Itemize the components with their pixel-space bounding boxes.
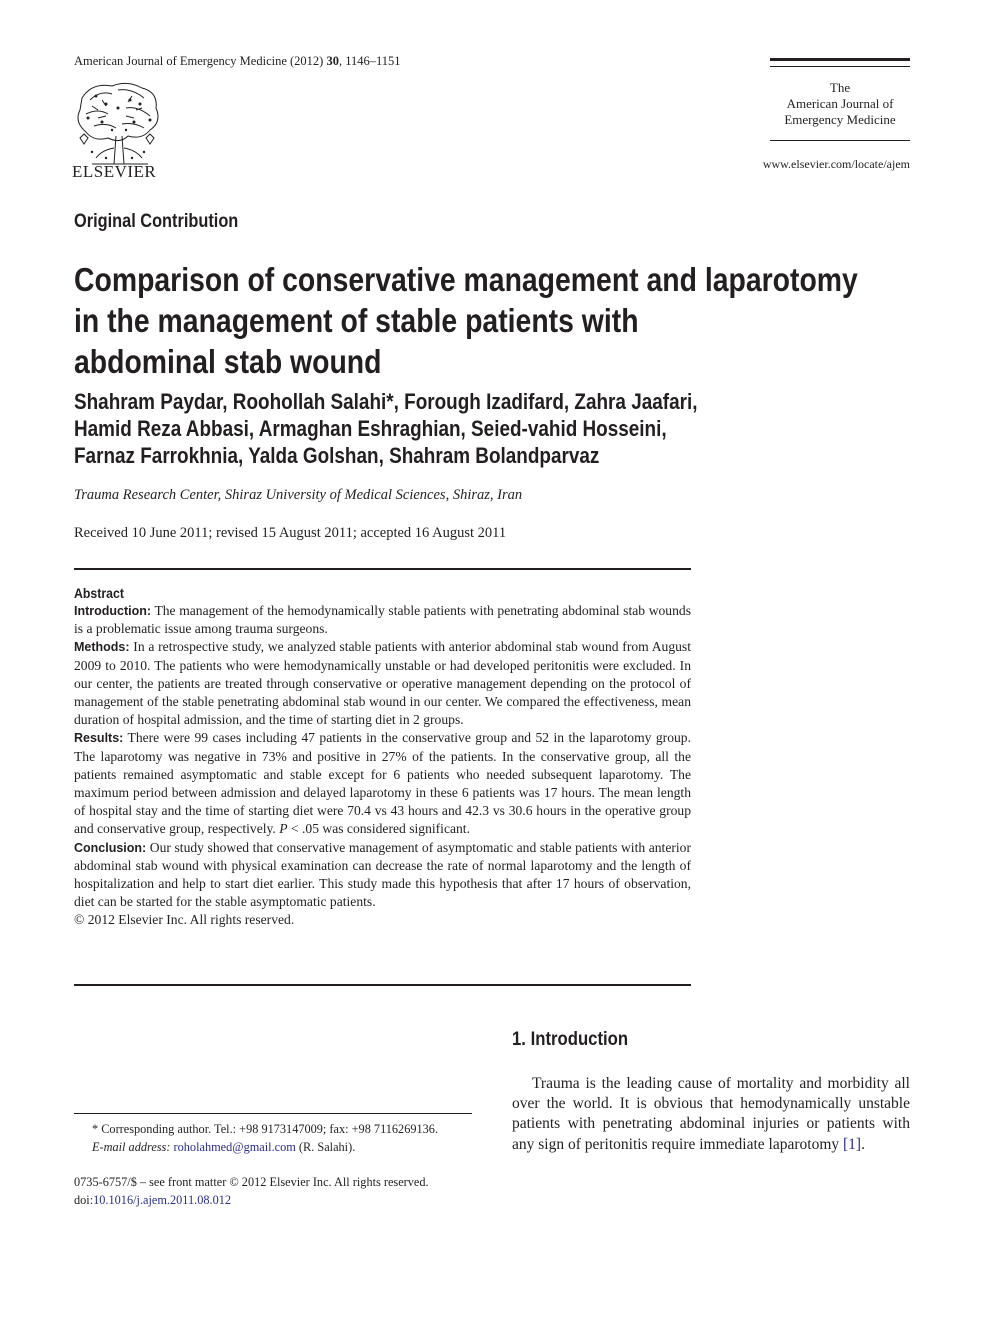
journal-rule [770, 66, 910, 67]
abstract-introduction: Introduction: The management of the hemodynamically stable patients with penetrating abdominal stab wounds is a problematic issue among trauma surgeons. [74, 603, 691, 637]
corresponding-author-footnote: * Corresponding author. Tel.: +98 9173147009; fax: +98 7116269136. E-mail address: roholahmed@gmail.com (R. Salahi). [92, 1122, 439, 1154]
journal-rule [770, 140, 910, 141]
footnote-rule [74, 1113, 472, 1114]
introduction-heading: 1. Introduction [512, 1029, 629, 1050]
article-title: Comparison of conservative management and laparotomy in the management of stable patients with abdominal stab wound [74, 261, 858, 380]
issn-doi: 0735-6757/$ – see front matter © 2012 Elsevier Inc. All rights reserved. doi:10.1016/j.ajem.2011.08.012 [74, 1175, 429, 1207]
journal-citation: American Journal of Emergency Medicine (2012) 30, 1146–1151 [74, 54, 401, 68]
author-list: Shahram Paydar, Roohollah Salahi*, Forough Izadifard, Zahra Jaafari, Hamid Reza Abbasi, Armaghan Eshraghian, Seied-vahid Hosseini, Farnaz Farrokhnia, Yalda Golshan, Shahram Bolandparvaz [74, 389, 698, 468]
introduction-paragraph: Trauma is the leading cause of mortality and morbidity all over the world. It is obvious that hemodynamically unstable patients with penetrating abdominal injuries or patients with any sign of peritonitis require immediate laparotomy [1]. [512, 1075, 910, 1153]
publisher-name: ELSEVIER [72, 162, 157, 181]
abstract-heading: Abstract [74, 585, 124, 601]
abstract-rule [74, 984, 691, 986]
email-link[interactable]: roholahmed@gmail.com [173, 1140, 296, 1154]
received-dates: Received 10 June 2011; revised 15 August 2011; accepted 16 August 2011 [74, 525, 507, 541]
journal-name: The American Journal of Emergency Medicine [784, 80, 896, 127]
journal-rule [770, 58, 910, 61]
doi-link[interactable]: 10.1016/j.ajem.2011.08.012 [93, 1193, 232, 1207]
section-type: Original Contribution [74, 211, 239, 232]
abstract-methods: Methods: In a retrospective study, we analyzed stable patients with anterior abdominal stab wound from August 2009 to 2010. The patients who were hemodynamically unstable or had developed peritonitis were excluded. In our center, the patients are treated through conservative or operative management depending on the protocol of management of the stable penetrating abdominal stab wound in our center. We compared the effectiveness, mean duration of hospital admission, and the time of starting diet in 2 groups. [74, 639, 691, 728]
abstract-results: Results: There were 99 cases including 47 patients in the conservative group and 52 in the laparotomy group. The laparotomy was negative in 73% and positive in 27% of the patients. In the conservative group, all the patients remained asymptomatic and stable except for 6 patients who needed subsequent laparotomy. The maximum period between admission and delayed laparotomy in these 6 patients was 17 hours. The mean length of hospital stay and the time of starting diet were 70.4 vs 43 hours and 42.3 vs 30.6 hours in the operative group and conservative group, respectively. P < .05 was considered significant. [74, 730, 691, 837]
abstract-copyright: © 2012 Elsevier Inc. All rights reserved. [74, 912, 295, 928]
journal-url[interactable]: www.elsevier.com/locate/ajem [762, 157, 910, 171]
abstract-rule [74, 568, 691, 570]
abstract-body [74, 602, 691, 930]
reference-link[interactable]: [1] [843, 1135, 862, 1153]
abstract-conclusion: Conclusion: Our study showed that conservative management of asymptomatic and stable patients with anterior abdominal stab wound with physical examination can decrease the rate of normal laparotomy and the length of hospitalization and help to start diet earlier. This study made this hypothesis that after 17 hours of observation, diet can be started for the stable asymptomatic patients. [74, 839, 691, 910]
affiliation: Trauma Research Center, Shiraz University of Medical Sciences, Shiraz, Iran [74, 487, 523, 503]
